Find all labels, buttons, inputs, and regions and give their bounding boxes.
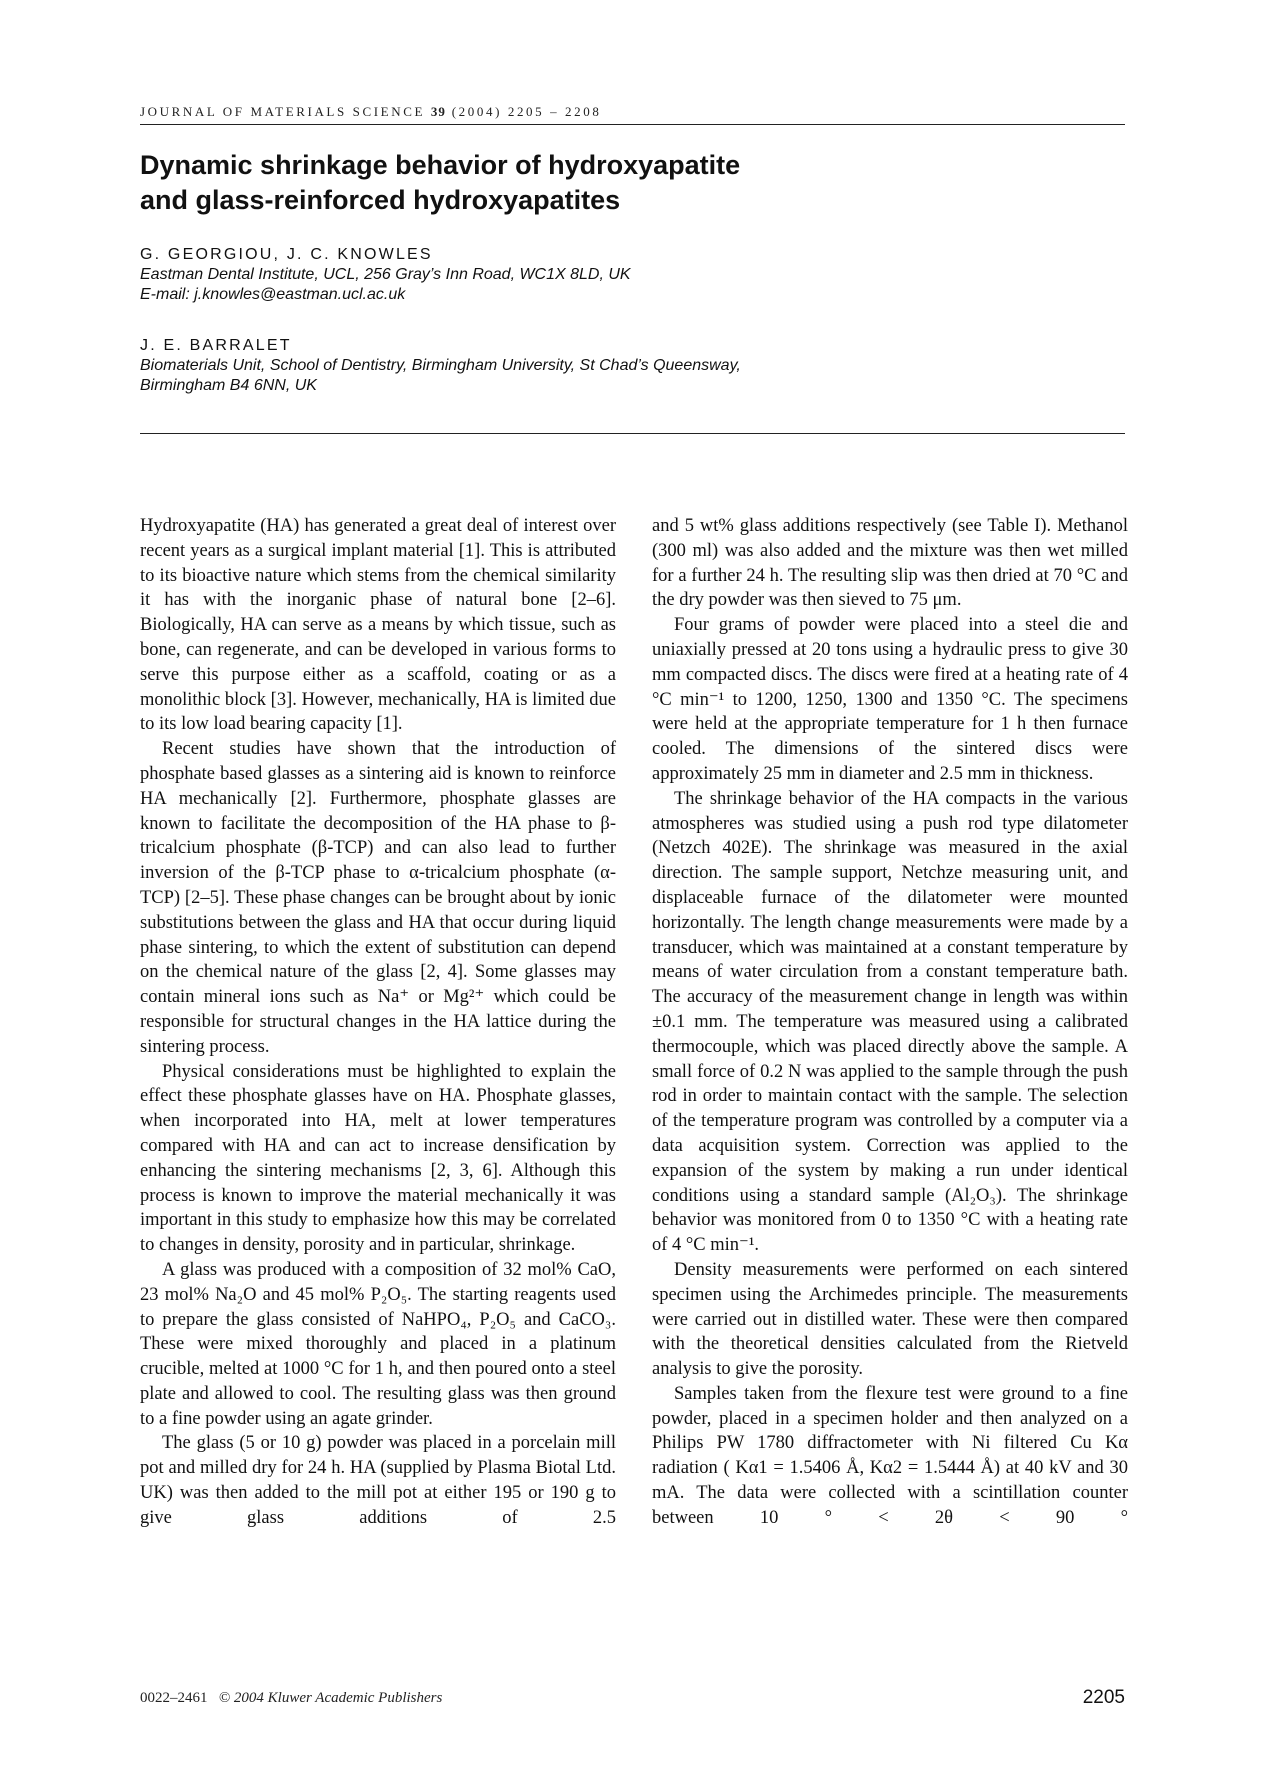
author-group-2: [140, 336, 1125, 396]
title-line-2: and glass-reinforced hydroxyapatites: [140, 185, 621, 215]
footer-publisher: [140, 1690, 442, 1707]
author-affiliation: Eastman Dental Institute, UCL, 256 Gray’s Inn Road, WC1X 8LD, UK: [140, 266, 631, 283]
paragraph: Four grams of powder were placed into a steel die and uniaxially pressed at 20 tons using a hydraulic press to give 30 mm compacted discs. The discs were fired at a heating rate of 4 °C min⁻¹ to 1200, 1250, 1300 and 1350 °C. The specimens were held at the appropriate temperature for 1 h then furnace cooled. The dimensions of the sintered discs were approximately 25 mm in diameter and 2.5 mm in thickness.: [652, 615, 1128, 784]
author-names: G. GEORGIOU, J. C. KNOWLES: [140, 246, 433, 263]
copyright: © 2004 Kluwer Academic Publishers: [218, 1690, 443, 1706]
paragraph: The glass (5 or 10 g) powder was placed in a porcelain mill pot and milled dry for 24 h. HA (supplied by Plasma Biotal Ltd. UK) was then added to the mill pot at either 195 or 190 g to give glass additions of 2.5: [140, 1433, 616, 1528]
body-column-right: [652, 514, 1128, 1531]
title-line-1: Dynamic shrinkage behavior of hydroxyapatite: [140, 150, 741, 180]
paragraph: Samples taken from the flexure test were ground to a fine powder, placed in a specimen holder and then analyzed on a Philips PW 1780 diffractometer with Ni filtered Cu Kα radiation ( Kα1 = 1.5406 Å, Kα2 = 1.5444 Å) at 40 kV and 30 mA. The data were collected with a scintillation counter between 10 ° < 2θ < 90 °: [652, 1383, 1128, 1528]
paper-title: [140, 148, 1040, 218]
journal-name: JOURNAL OF MATERIALS SCIENCE: [140, 104, 426, 119]
header-rule: [140, 124, 1125, 125]
paragraph: Recent studies have shown that the introduction of phosphate based glasses as a sintering aid is known to reinforce HA mechanically [2]. Furthermore, phosphate glasses are known to facilitate the decomposition of the HA phase to β-tricalcium phosphate (β-TCP) and can also lead to further inversion of the β-TCP phase to α-tricalcium phosphate (α-TCP) [2–5]. These phase changes can be brought about by ionic substitutions between the glass and HA that occur during liquid phase sintering, to which the extent of substitution can depend on the chemical nature of the glass [2, 4]. Some glasses may contain mineral ions such as Na⁺ or Mg²⁺ which could be responsible for structural changes in the HA lattice during the sintering process.: [140, 739, 616, 1057]
journal-volume: 39: [430, 104, 446, 119]
author-email[interactable]: E-mail: j.knowles@eastman.ucl.ac.uk: [140, 286, 406, 303]
paragraph: The shrinkage behavior of the HA compacts in the various atmospheres was studied using a push rod type dilatometer (Netzch 402E). The shrinkage was measured in the axial direction. The sample support, Netchze measuring unit, and displaceable furnace of the dilatometer were mounted horizontally. The length change measurements were made by a transducer, which was maintained at a constant temperature by means of water circulation from a constant temperature bath. The accuracy of the measurement change in length was within ±0.1 mm. The temperature was measured using a calibrated thermocouple, which was placed directly above the sample. A small force of 0.2 N was applied to the sample through the push rod in order to maintain contact with the sample. The selection of the temperature program was controlled by a computer via a data acquisition system. Correction was applied to the expansion of the system by making a run under identical conditions using a standard sample (Al₂O₃). The shrinkage behavior was monitored from 0 to 1350 °C with a heating rate of 4 °C min⁻¹.: [652, 788, 1128, 1256]
paragraph: Hydroxyapatite (HA) has generated a great deal of interest over recent years as a surgical implant material [1]. This is attributed to its bioactive nature which stems from the chemical similarity it has with the inorganic phase of natural bone [2–6]. Biologically, HA can serve as a means by which tissue, such as bone, can regenerate, and can be developed in various forms to serve this purpose either as a scaffold, coating or as a monolithic block [3]. However, mechanically, HA is limited due to its low load bearing capacity [1].: [140, 516, 616, 735]
paragraph: A glass was produced with a composition of 32 mol% CaO, 23 mol% Na₂O and 45 mol% P₂O₅. The starting reagents used to prepare the glass consisted of NaHPO₄, P₂O₅ and CaCO₃. These were mixed thoroughly and placed in a platinum crucible, melted at 1000 °C for 1 h, and then poured onto a steel plate and allowed to cool. The resulting glass was then ground to a fine powder using an agate grinder.: [140, 1259, 616, 1429]
page-number: 2205: [1082, 1687, 1125, 1708]
abstract-rule: [140, 433, 1125, 434]
paragraph: and 5 wt% glass additions respectively (see Table I). Methanol (300 ml) was also added and the mixture was then wet milled for a further 24 h. The resulting slip was then dried at 70 °C and the dry powder was then sieved to 75 μm.: [652, 516, 1128, 611]
running-head: [140, 104, 1125, 120]
author-affiliation: Biomaterials Unit, School of Dentistry, Birmingham University, St Chad’s Queensway,: [140, 357, 741, 374]
paragraph: Density measurements were performed on each sintered specimen using the Archimedes principle. The measurements were carried out in distilled water. These were then compared with the theoretical densities calculated from the Rietveld analysis to give the porosity.: [652, 1259, 1128, 1380]
paragraph: Physical considerations must be highlighted to explain the effect these phosphate glasses have on HA. Phosphate glasses, when incorporated into HA, melt at lower temperatures compared with HA and can act to increase densification by enhancing the sintering mechanisms [2, 3, 6]. Although this process is known to improve the material mechanically it was important in this study to emphasize how this may be correlated to changes in density, porosity and in particular, shrinkage.: [140, 1061, 616, 1256]
issn: 0022–2461: [140, 1690, 208, 1706]
journal-year-pages: (2004) 2205 – 2208: [451, 104, 602, 119]
author-names: J. E. BARRALET: [140, 337, 292, 354]
author-affiliation: Birmingham B4 6NN, UK: [140, 377, 317, 394]
body-column-left: [140, 514, 616, 1531]
author-group-1: [140, 245, 1125, 305]
